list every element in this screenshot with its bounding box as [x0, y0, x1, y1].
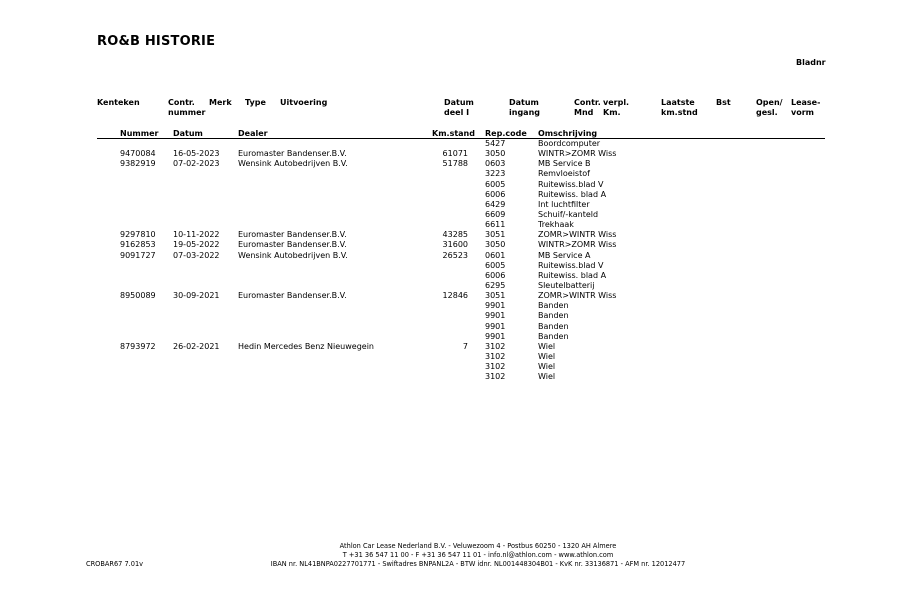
cell-omschrijving: Banden: [538, 301, 569, 311]
subheader-nummer: Nummer: [120, 129, 159, 138]
table-row: [0, 220, 900, 230]
subheader-datum: Datum: [173, 129, 203, 138]
subheader-dealer: Dealer: [238, 129, 268, 138]
header-merk: Merk: [209, 98, 232, 107]
bladnr-label: Bladnr: [796, 58, 826, 67]
cell-repcode: 6006: [485, 270, 506, 280]
cell-omschrijving: WINTR>ZOMR Wiss: [538, 240, 617, 250]
cell-nummer: 9382919: [120, 159, 156, 169]
cell-kmstand: 51788: [442, 159, 468, 169]
cell-nummer: 8950089: [120, 291, 156, 301]
cell-nummer: 9470084: [120, 149, 156, 159]
table-row: [0, 251, 900, 261]
cell-kmstand: 12846: [442, 291, 468, 301]
cell-omschrijving: WINTR>ZOMR Wiss: [538, 149, 617, 159]
footer-contact: T +31 36 547 11 00 - F +31 36 547 11 01 - info.nl@athlon.com - www.athlon.com: [342, 551, 614, 559]
table-row: [0, 159, 900, 169]
cell-dealer: Wensink Autobedrijven B.V.: [238, 250, 348, 260]
subheader-repcode: Rep.code: [485, 129, 527, 138]
cell-repcode: 3102: [485, 351, 506, 361]
header-lease-vorm: Lease- vorm: [791, 98, 821, 117]
table-row: [0, 149, 900, 159]
footer-registration: IBAN nr. NL41BNPA0227701771 - Swiftadres BNPANL2A - BTW idnr. NL001448304B01 - KvK nr. 33136871 - AFM nr. 12012477: [270, 560, 686, 568]
cell-kmstand: 61071: [442, 149, 468, 159]
cell-datum: 07-03-2022: [173, 250, 220, 260]
cell-omschrijving: Ruitewiss.blad V: [538, 179, 604, 189]
cell-nummer: 9091727: [120, 250, 156, 260]
table-row: [0, 352, 900, 362]
header-laatste-kmstnd: Laatste km.stnd: [661, 98, 698, 117]
table-row: [0, 311, 900, 321]
header-open-gesl: Open/ gesl.: [756, 98, 783, 117]
cell-omschrijving: Banden: [538, 311, 569, 321]
cell-omschrijving: Schuif/-kanteld: [538, 209, 599, 219]
cell-repcode: 9901: [485, 301, 506, 311]
cell-repcode: 9901: [485, 331, 506, 341]
cell-omschrijving: Trekhaak: [538, 220, 574, 230]
cell-kmstand: 7: [462, 341, 468, 351]
cell-repcode: 0601: [485, 250, 506, 260]
header-contr-nummer: Contr. nummer: [168, 98, 206, 117]
cell-dealer: Euromaster Bandenser.B.V.: [238, 230, 347, 240]
subheader-omschrijving: Omschrijving: [538, 129, 598, 138]
cell-repcode: 5427: [485, 139, 506, 148]
table-row: [0, 261, 900, 271]
cell-repcode: 3051: [485, 230, 506, 240]
cell-omschrijving: MB Service A: [538, 250, 591, 260]
table-row: [0, 271, 900, 281]
header-datum-ingang: Datum ingang: [509, 98, 540, 117]
cell-repcode: 6005: [485, 179, 506, 189]
history-table: [0, 139, 900, 382]
cell-repcode: 0603: [485, 159, 506, 169]
cell-omschrijving: Remvloeistof: [538, 169, 590, 179]
table-row: [0, 322, 900, 332]
cell-omschrijving: Banden: [538, 331, 569, 341]
cell-datum: 10-11-2022: [173, 230, 220, 240]
cell-omschrijving: Wiel: [538, 341, 556, 351]
cell-dealer: Euromaster Bandenser.B.V.: [238, 240, 347, 250]
table-row: [0, 372, 900, 382]
subheader-kmstand: Km.stand: [432, 129, 475, 138]
cell-repcode: 3102: [485, 372, 506, 382]
header-verpl-km: verpl. Km.: [603, 98, 630, 117]
header-bst: Bst: [716, 98, 731, 107]
cell-omschrijving: Boordcomputer: [538, 139, 601, 148]
table-row: [0, 180, 900, 190]
cell-omschrijving: Wiel: [538, 362, 556, 372]
header-uitvoering: Uitvoering: [280, 98, 328, 107]
cell-dealer: Hedin Mercedes Benz Nieuwegein: [238, 341, 374, 351]
cell-datum: 26-02-2021: [173, 341, 220, 351]
cell-repcode: 3050: [485, 149, 506, 159]
header-kenteken: Kenteken: [97, 98, 140, 107]
cell-repcode: 6429: [485, 199, 506, 209]
cell-datum: 16-05-2023: [173, 149, 220, 159]
cell-dealer: Wensink Autobedrijven B.V.: [238, 159, 348, 169]
table-row: [0, 291, 900, 301]
cell-omschrijving: Wiel: [538, 351, 556, 361]
header-contr-mnd: Contr. Mnd: [574, 98, 601, 117]
table-row: [0, 200, 900, 210]
table-row: [0, 362, 900, 372]
cell-omschrijving: Int luchtfilter: [538, 199, 590, 209]
cell-repcode: 3050: [485, 240, 506, 250]
cell-nummer: 9162853: [120, 240, 156, 250]
cell-repcode: 6611: [485, 220, 506, 230]
cell-omschrijving: Wiel: [538, 372, 556, 382]
cell-datum: 30-09-2021: [173, 291, 220, 301]
cell-omschrijving: Banden: [538, 321, 569, 331]
table-row: [0, 139, 900, 149]
cell-dealer: Euromaster Bandenser.B.V.: [238, 291, 347, 301]
cell-repcode: 3102: [485, 362, 506, 372]
table-row: [0, 342, 900, 352]
cell-repcode: 6005: [485, 260, 506, 270]
cell-dealer: Euromaster Bandenser.B.V.: [238, 149, 347, 159]
cell-omschrijving: MB Service B: [538, 159, 591, 169]
header-datum-deel: Datum deel I: [444, 98, 474, 117]
table-row: [0, 210, 900, 220]
cell-omschrijving: Ruitewiss. blad A: [538, 270, 607, 280]
cell-repcode: 3051: [485, 291, 506, 301]
cell-nummer: 9297810: [120, 230, 156, 240]
header-type: Type: [245, 98, 266, 107]
footer-address: Athlon Car Lease Nederland B.V. - Veluwezoom 4 - Postbus 60250 - 1320 AH Almere: [339, 542, 617, 550]
table-row: [0, 301, 900, 311]
cell-omschrijving: Ruitewiss.blad V: [538, 260, 604, 270]
cell-repcode: 9901: [485, 321, 506, 331]
cell-nummer: 8793972: [120, 341, 156, 351]
cell-datum: 19-05-2022: [173, 240, 220, 250]
cell-omschrijving: ZOMR>WINTR Wiss: [538, 230, 617, 240]
cell-omschrijving: ZOMR>WINTR Wiss: [538, 291, 617, 301]
cell-kmstand: 26523: [442, 250, 468, 260]
table-row: [0, 281, 900, 291]
cell-repcode: 6006: [485, 189, 506, 199]
cell-repcode: 6295: [485, 280, 506, 290]
page-title: RO&B HISTORIE: [97, 34, 216, 49]
cell-repcode: 9901: [485, 311, 506, 321]
table-row: [0, 190, 900, 200]
cell-repcode: 3223: [485, 169, 506, 179]
cell-datum: 07-02-2023: [173, 159, 220, 169]
table-row: [0, 332, 900, 342]
cell-omschrijving: Sleutelbatterij: [538, 280, 595, 290]
table-row: [0, 230, 900, 240]
cell-repcode: 6609: [485, 209, 506, 219]
cell-omschrijving: Ruitewiss. blad A: [538, 189, 607, 199]
table-row: [0, 169, 900, 179]
cell-kmstand: 31600: [442, 240, 468, 250]
table-row: [0, 240, 900, 250]
cell-repcode: 3102: [485, 341, 506, 351]
cell-kmstand: 43285: [442, 230, 468, 240]
form-version: CROBAR67 7.01v: [86, 560, 144, 568]
